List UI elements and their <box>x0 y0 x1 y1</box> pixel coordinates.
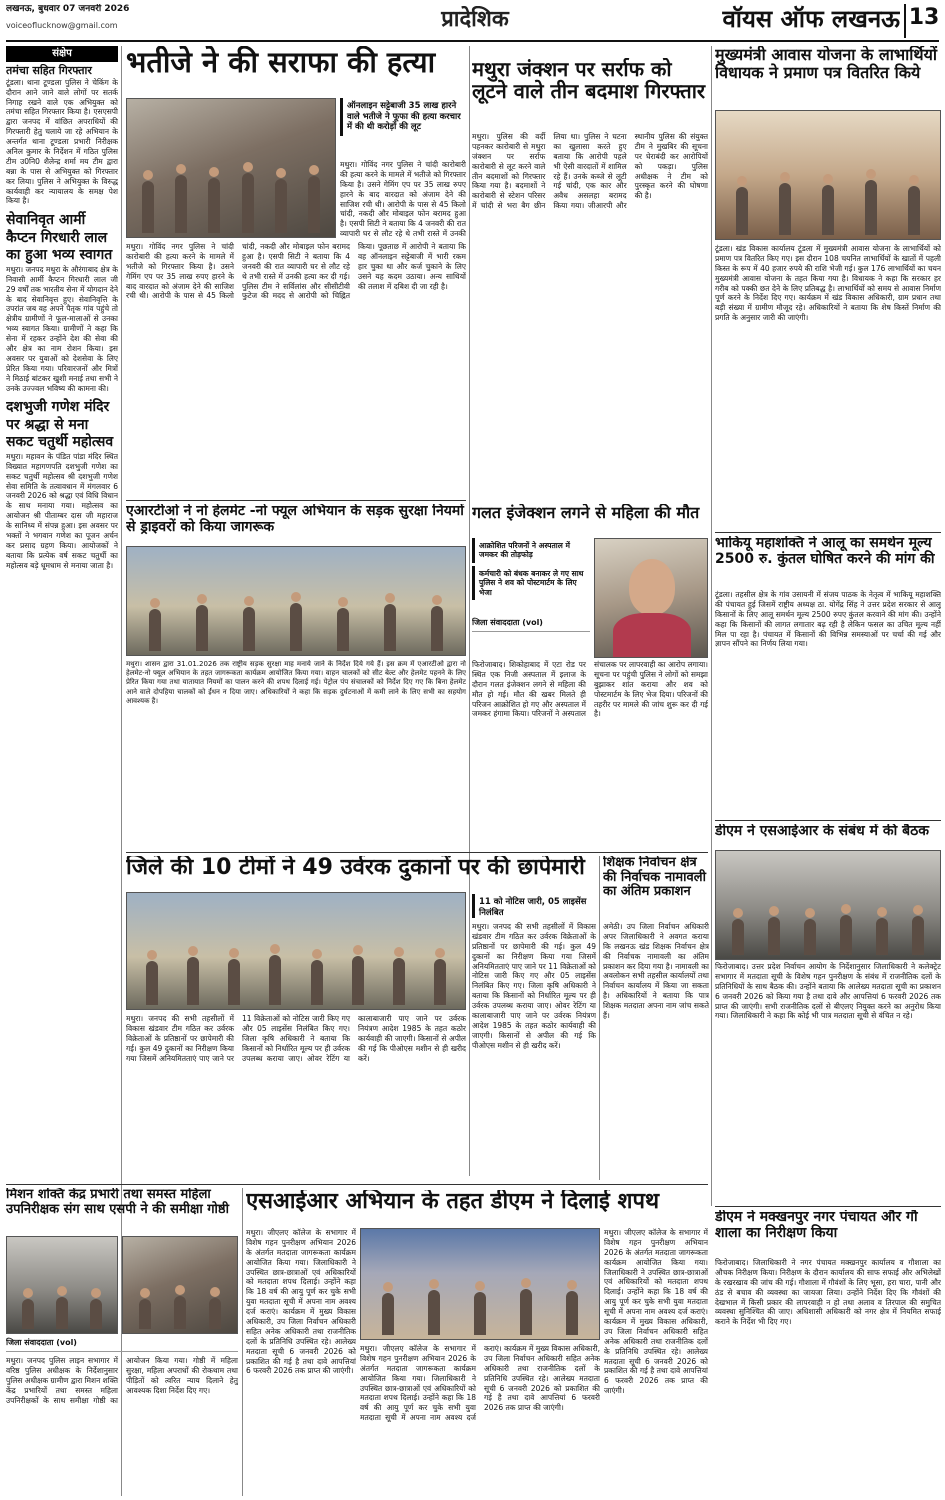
mission-photo-2 <box>122 1236 238 1334</box>
saraf-kicker: ऑनलाइन सट्टेबाजी 35 लाख हारने वाले भतीजे ने फूफा की हत्या करचार में की थी करोड़ों की लूट <box>340 98 466 136</box>
injection-headline-box <box>472 504 708 534</box>
saraf-body <box>126 242 466 498</box>
sir-photo <box>715 850 941 960</box>
brief-label: संक्षेप <box>6 46 118 62</box>
junction-body <box>472 132 708 498</box>
injection-headline: गलत इंजेक्शन लगने से महिला की मौत <box>472 504 700 522</box>
shapath-headline-box <box>246 1190 708 1224</box>
photo-people <box>365 1275 595 1336</box>
saraf-headline: भतीजे ने की सराफा की हत्या <box>126 46 436 79</box>
photo-people <box>131 592 461 651</box>
junction-headline-box <box>472 58 708 130</box>
injection-victim-photo <box>594 538 708 658</box>
column-divider <box>242 1188 243 1496</box>
saraf-headline-box <box>126 46 466 96</box>
photo-people <box>720 896 936 955</box>
awas-headline: मुख्यमंत्री आवास योजना के लाभार्थियों विधायक ने प्रमाण पत्र वितरित किये <box>715 46 938 82</box>
date-line: लखनऊ, बुधवार 07 जनवरी 2026 <box>6 4 130 14</box>
divider <box>126 852 708 853</box>
photo-people <box>127 1276 233 1329</box>
shapath-text: मथुरा। जीएलए कॉलेज के सभागार में विशेष गहन पुनरीक्षण अभियान 2026 के अंतर्गत मतदाता जागरूकता कार्यक्रम आयोजित किया गया। जिलाधिकारी ने उपस्थित छात्र-छात्राओं एवं अधिकारियों को मतदाता शपथ दिलाई। उन्होंने कहा कि 18 वर्ष की आयु पूर्ण कर चुके सभी युवा मतदाता सूची में अपना नाम अवश्य दर्ज कराएं। कार्यक्रम में मुख्य विकास अधिकारी, उप जिला निर्वाचन अधिकारी सहित अनेक अधिकारी तथा राजनीतिक दलों के प्रतिनिधि उपस्थित रहे। आलेख्य मतदाता सूची 6 जनवरी 2026 को प्रकाशित की गई है तथा दावे आपत्तियां 6 फरवरी 2026 तक प्राप्त की जाएंगी। <box>360 1344 600 1423</box>
brief-item <box>6 212 118 393</box>
shapath-text-left: मथुरा। जीएलए कॉलेज के सभागार में विशेष गहन पुनरीक्षण अभियान 2026 के अंतर्गत मतदाता जागरूकता कार्यक्रम आयोजित किया गया। जिलाधिकारी ने उपस्थित छात्र-छात्राओं एवं अधिकारियों को मतदाता शपथ दिलाई। उन्होंने कहा कि 18 वर्ष की आयु पूर्ण कर चुके सभी युवा मतदाता सूची में अपना नाम अवश्य दर्ज कराएं। कार्यक्रम में मुख्य विकास अधिकारी, उप जिला निर्वाचन अधिकारी सहित अनेक अधिकारी तथा राजनीतिक दलों के प्रतिनिधि उपस्थित रहे। आलेख्य मतदाता सूची 6 जनवरी 2026 को प्रकाशित की गई है तथा दावे आपत्तियां 6 फरवरी 2026 तक प्राप्त की जाएंगी। <box>246 1228 356 1376</box>
brand-name: वॉयस ऑफ लखनऊ <box>722 4 900 33</box>
shapath-body <box>360 1344 600 1496</box>
helmet-headline: एआरटीओ ने नो हेलमेट -नो फ्यूल अभियान के सड़क सुरक्षा नियमों से ड्राइवरों को किया जागरूक <box>126 504 464 535</box>
photo-people <box>11 1276 113 1329</box>
awas-body <box>715 244 941 530</box>
masthead-left <box>6 4 206 42</box>
helmet-body <box>126 660 466 850</box>
saraf-body-intro: मथुरा। गोविंद नगर पुलिस ने चांदी कारोबारी की हत्या करने के मामले में भतीजे को गिरफ्तार किया है। उसने गेमिंग एप पर 35 लाख रुपए हारने के बाद वारदात को अंजाम देने की साजिश रची थी। आरोपी के पास से 45 किलो चांदी, नकदी और मोबाइल फोन बरामद हुआ है। एसपी सिटी ने बताया कि 4 जनवरी की रात व्यापारी घर से लौट रहे थे तभी रास्ते में उनकी <box>340 160 466 239</box>
injection-text: फिरोजाबाद। शिकोहाबाद में एटा रोड पर स्थित एक निजी अस्पताल में इलाज के दौरान गलत इंजेक्शन लगने से महिला की मौत हो गई। मौत की खबर मिलते ही परिजन आक्रोशित हो गए और अस्पताल में जमकर हंगामा किया। परिजनों ने अस्पताल संचालक पर लापरवाही का आरोप लगाया। सूचना पर पहुंची पुलिस ने लोगों को समझा बुझाकर शांत कराया और शव को पोस्टमार्टम के लिए भेज दिया। परिजनों की तहरीर पर मामले की जांच शुरू कर दी गई है। <box>472 660 708 719</box>
sir-headline-box <box>715 824 941 848</box>
shapath-text-right: मथुरा। जीएलए कॉलेज के सभागार में विशेष गहन पुनरीक्षण अभियान 2026 के अंतर्गत मतदाता जागरूकता कार्यक्रम आयोजित किया गया। जिलाधिकारी ने उपस्थित छात्र-छात्राओं एवं अधिकारियों को मतदाता शपथ दिलाई। उन्होंने कहा कि 18 वर्ष की आयु पूर्ण कर चुके सभी युवा मतदाता सूची में अपना नाम अवश्य दर्ज कराएं। कार्यक्रम में मुख्य विकास अधिकारी, उप जिला निर्वाचन अधिकारी सहित अनेक अधिकारी तथा राजनीतिक दलों के प्रतिनिधि उपस्थित रहे। आलेख्य मतदाता सूची 6 जनवरी 2026 को प्रकाशित की गई है तथा दावे आपत्तियां 6 फरवरी 2026 तक प्राप्त की जाएंगी। <box>604 1228 708 1396</box>
shapath-headline: एसआईआर अभियान के तहत डीएम ने दिलाई शपथ <box>246 1190 660 1214</box>
brief-text: टूंडला। थाना टूण्डला पुलिस ने चेकिंग के दौरान आने जाने वाले लोगों पर सतर्क निगाह रखने वाले एक अभियुक्त को तमंचा सहित गिरफ्तार किया है। एसएसपी द्वारा जनपद में वांछित अपराधियों की गिरफ्तारी हेतु चलाये जा रहे अभियान के अन्तर्गत थाना टूण्डला प्रभारी निरीक्षक अनिल कुमार के निर्देशन में गठित पुलिस टीम उ0नि0 शैलेन्द्र शर्मा मय टीम द्वारा बन्ना के पास से अभियुक्त को गिरफ्तार कर लिया। पुलिस ने अभियुक्त के विरुद्ध कार्यवाही कर न्यायालय के समक्ष पेश किया है। <box>6 77 118 206</box>
portrait-body <box>613 613 691 658</box>
fertilizer-body-side <box>472 922 596 1180</box>
website: voiceoflucknow@gmail.com <box>6 21 118 31</box>
shikshak-headline-box <box>603 856 709 920</box>
mission-headline-box <box>6 1188 238 1234</box>
fertilizer-kicker: 11 को नोटिस जारी, 05 लाइसेंस निलंबित <box>472 894 596 918</box>
injection-byline: जिला संवाददाता (vol) <box>472 616 590 632</box>
makhanpur-body <box>715 1258 941 1496</box>
mission-headline: मिशन शक्ति केंद्र प्रभारी तथा समस्त महिला उपनिरीक्षक संग साथ एसपी ने की समीक्षा गोष्ठी <box>6 1188 229 1217</box>
mission-byline: जिला संवाददाता (vol) <box>6 1336 238 1352</box>
aloo-body <box>715 590 941 818</box>
junction-text: मथुरा। पुलिस की वर्दी पहनकर कारोबारी से मथुरा जंक्शन पर सर्राफ कारोबारी से लूट करने वाले तीन बदमाशों को गिरफ्तार किया गया है। बदमाशों ने कारोबारी से स्टेशन परिसर में चांदी से भरा बैग छीन लिया था। पुलिस ने घटना का खुलासा करते हुए बताया कि आरोपी पहले भी ऐसी वारदातों में शामिल रहे हैं। उनके कब्जे से लूटी गई चांदी, एक कार और अवैध असलहा बरामद किया गया। जीआरपी और स्थानीय पुलिस की संयुक्त टीम ने मुखबिर की सूचना पर घेराबंदी कर आरोपियों को पकड़ा। पुलिस अधीक्षक ने टीम को पुरस्कृत करने की घोषणा की है। <box>472 132 708 211</box>
divider <box>126 500 466 501</box>
section-title: प्रादेशिक <box>441 7 509 32</box>
shikshak-text: अमेठी। उप जिला निर्वाचन अधिकारी अपर जिलाधिकारी ने अवगत कराया कि लखनऊ खंड शिक्षक निर्वाचन क्षेत्र की निर्वाचक नामावली का अंतिम प्रकाशन कर दिया गया है। नामावली का अवलोकन सभी तहसील कार्यालयों तथा निर्वाचन कार्यालय में किया जा सकता है। अधिकारियों ने बताया कि पात्र शिक्षक मतदाता अपना नाम जांच सकते हैं। <box>603 922 709 1021</box>
photo-people <box>720 165 936 235</box>
helmet-photo <box>126 546 466 656</box>
fertilizer-kicker-box <box>472 894 596 918</box>
helmet-headline-box <box>126 504 466 544</box>
awas-text: टूंडला। खंड विकास कार्यालय टूंडला में मुख्यमंत्री आवास योजना के लाभार्थियों को प्रमाण पत्र वितरित किए गए। इस दौरान 108 चयनित लाभार्थियों के खातों में पहली किस्त के रूप में 40 हजार रुपये की राशि भेजी गई। कुल 176 लाभार्थियों का चयन मुख्यमंत्री आवास योजना के तहत किया गया है। विधायक ने कहा कि सरकार हर गरीब को पक्की छत देने के लिए प्रतिबद्ध है। लाभार्थियों को समय से आवास निर्माण पूर्ण करने के निर्देश दिए गए। कार्यक्रम में खंड विकास अधिकारी, ग्राम प्रधान तथा बड़ी संख्या में ग्रामीण मौजूद रहे। अधिकारियों ने बताया कि शेष किस्तें निर्माण की प्रगति के अनुसार जारी की जाएंगी। <box>715 244 941 323</box>
brief-item <box>6 399 118 570</box>
brief-title: तमंचा सहित गिरफ्तार <box>6 64 92 77</box>
divider <box>6 1184 708 1185</box>
fertilizer-headline: जिले की 10 टीमों ने 49 उर्वरक दुकानों पर की छापेमारी <box>126 856 585 880</box>
makhanpur-headline: डीएम ने मक्खनपुर नगर पंचायत और गौ शाला का निरीक्षण किया <box>715 1210 918 1241</box>
mission-photo <box>6 1236 118 1334</box>
photo-people <box>131 157 331 233</box>
header-rule <box>6 40 939 42</box>
shapath-body-right <box>604 1228 708 1496</box>
saraf-text: मथुरा। गोविंद नगर पुलिस ने चांदी कारोबारी की हत्या करने के मामले में भतीजे को गिरफ्तार किया है। उसने गेमिंग एप पर 35 लाख रुपए हारने के बाद वारदात को अंजाम देने की साजिश रची थी। आरोपी के पास से 45 किलो चांदी, नकदी और मोबाइल फोन बरामद हुआ है। एसपी सिटी ने बताया कि 4 जनवरी की रात व्यापारी घर से लौट रहे थे तभी रास्ते में उनकी हत्या कर दी गई। पुलिस टीम ने सर्विलांस और सीसीटीवी फुटेज की मदद से आरोपी को चिह्नित किया। पूछताछ में आरोपी ने बताया कि वह ऑनलाइन सट्टेबाजी में भारी रकम हार चुका था और कर्ज चुकाने के लिए उसने यह कदम उठाया। अन्य साथियों की तलाश में दबिश दी जा रही है। <box>126 242 466 301</box>
injection-bullet: आक्रोशित परिजनों ने अस्पताल में जमकर की तोड़फोड़ <box>472 538 590 563</box>
fertilizer-text-side: मथुरा। जनपद की सभी तहसीलों में विकास खंडवार टीम गठित कर उर्वरक विक्रेताओं के प्रतिष्ठानों पर छापेमारी की गई। कुल 49 दुकानों का निरीक्षण किया गया जिसमें अनियमितताएं पाए जाने पर 11 विक्रेताओं को नोटिस जारी किए गए और 05 लाइसेंस निलंबित किए गए। जिला कृषि अधिकारी ने बताया कि किसानों को निर्धारित मूल्य पर ही उर्वरक उपलब्ध कराया जाए। ओवर रेटिंग या कालाबाजारी पाए जाने पर उर्वरक नियंत्रण आदेश 1985 के तहत कठोर कार्यवाही की जाएगी। किसानों से अपील की गई कि पीओएस मशीन से ही खरीद करें। <box>472 922 596 1050</box>
column-divider <box>599 856 600 1180</box>
shapath-photo <box>360 1228 600 1340</box>
aloo-headline-box <box>715 536 941 588</box>
column-divider <box>469 46 470 1176</box>
fertilizer-photo <box>126 892 466 1010</box>
divider <box>715 532 941 533</box>
saraf-body-top <box>340 160 466 240</box>
aloo-headline: भाकियू महाशक्ति ने आलू का समर्थन मूल्य 2500 रु. कुंतल घोषित करने की मांग की <box>715 536 935 567</box>
brief-text: मथुरा। महावन के पंडित पांडा मंदिर स्थित विख्यात महागणपति दशभुजी गणेश का सकट चतुर्थी महोत्सव श्री दशभुजी गणेश सेवा समिति के तत्वावधान में मंगलवार 6 जनवरी 2026 को श्रद्धा एवं विधि विधान के साथ मनाया गया। महोत्सव का आयोजन श्री पीताम्बर दास जी महाराज के सानिध्य में संपन्न हुआ। इस अवसर पर भक्तों ने भगवान गणेश का पूजन अर्चन कर प्रसाद ग्रहण किया। आयोजकों ने बताया कि प्रत्येक वर्ष सकट चतुर्थी का महोत्सव बड़े धूमधाम से मनाया जाता है। <box>6 451 118 570</box>
shapath-body-left <box>246 1228 356 1496</box>
brief-item <box>6 64 118 206</box>
junction-headline: मथुरा जंक्शन पर सर्राफ को लूटने वाले तीन बदमाश गिरफ्तार <box>472 58 706 104</box>
brief-title: सेवानिवृत आर्मी कैप्टन गिरधारी लाल का हुआ भव्य स्वागत <box>6 212 113 264</box>
sir-headline: डीएम ने एसआईआर के संबंध में की बैठक <box>715 824 929 839</box>
shikshak-body <box>603 922 709 1180</box>
saraf-kicker-box <box>340 98 466 158</box>
portrait-face <box>629 559 675 615</box>
aloo-text: टूंडला। तहसील क्षेत्र के गांव उसायनी में संजय पाठक के नेतृत्व में भाकियू महाशक्ति की पंचायत हुई जिसमें राष्ट्रीय अध्यक्ष ठा. योगेंद्र सिंह ने उत्तर प्रदेश सरकार से आलू किसानों के लिए आलू समर्थन मूल्य 2500 रुपए कुंतल करवाने की मांग की। उन्होंने कहा कि किसानों की लागत लगातार बढ़ रही है लेकिन फसल का उचित मूल्य नहीं मिल पा रहा है। पंचायत में किसानों की विभिन्न समस्याओं पर चर्चा की गई और ज्ञापन सौंपने का निर्णय लिया गया। <box>715 590 941 649</box>
mission-body <box>6 1356 238 1496</box>
brief-title: दशभुजी गणेश मंदिर पर श्रद्धा से मना सकट चतुर्थी महोत्सव <box>6 399 114 451</box>
helmet-text: मथुरा। शासन द्वारा 31.01.2026 तक राष्ट्रीय सड़क सुरक्षा माह मनाये जाने के निर्देश दिये गये हैं। इस क्रम में एआरटीओ द्वारा नो हेलमेट-नो फ्यूल अभियान के तहत जागरूकता कार्यक्रम आयोजित किया गया। वाहन चालकों को सीट बेल्ट और हेलमेट पहनने के लिए प्रेरित किया गया तथा यातायात नियमों का पालन करने की शपथ दिलाई गई। पेट्रोल पंप संचालकों को निर्देश दिए गए कि बिना हेलमेट आने वाले दोपहिया चालकों को ईंधन न दिया जाए। अधिकारियों ने कहा कि सड़क दुर्घटनाओं में कमी लाने के लिए सभी का सहयोग आवश्यक है। <box>126 660 466 705</box>
awas-photo <box>715 110 941 240</box>
makhanpur-text: फिरोजाबाद। जिलाधिकारी ने नगर पंचायत मक्खनपुर कार्यालय व गौशाला का औचक निरीक्षण किया। निरीक्षण के दौरान कार्यालय की साफ सफाई और अभिलेखों के रखरखाव की जांच की गई। गौशाला में गौवंशों के लिए भूसा, हरा चारा, पानी और ठंड से बचाव की व्यवस्था का जायजा लिया। उन्होंने निर्देश दिए कि गौवंशों की देखभाल में किसी प्रकार की लापरवाही न हो तथा अलाव व तिरपाल की समुचित व्यवस्था सुनिश्चित की जाए। अधिशासी अधिकारी को नगर क्षेत्र में नियमित सफाई कराने के निर्देश भी दिए गए। <box>715 1258 941 1327</box>
fertilizer-headline-box <box>126 856 596 888</box>
awas-headline-box <box>715 46 941 108</box>
mission-text: मथुरा। जनपद पुलिस लाइन सभागार में वरिष्ठ पुलिस अधीक्षक के निर्देशानुसार पुलिस अधीक्षक ग्रामीण द्वारा मिशन शक्ति केंद्र प्रभारियों तथा समस्त महिला उपनिरीक्षकों के साथ समीक्षा गोष्ठी का आयोजन किया गया। गोष्ठी में महिला सुरक्षा, महिला अपराधों की रोकथाम तथा पीड़ितों को त्वरित न्याय दिलाने हेतु आवश्यक दिशा निर्देश दिए गए। <box>6 1356 238 1405</box>
sir-text: फिरोजाबाद। उत्तर प्रदेश निर्वाचन आयोग के निर्देशानुसार जिलाधिकारी ने कलेक्ट्रेट सभागार में मतदाता सूची के विशेष गहन पुनरीक्षण के संबंध में राजनीतिक दलों के प्रतिनिधियों के साथ बैठक की। उन्होंने बताया कि आलेख्य मतदाता सूची का प्रकाशन 6 जनवरी 2026 को किया गया है तथा दावे और आपत्तियां 6 फरवरी 2026 तक प्राप्त की जाएंगी। सभी राजनीतिक दलों से बीएलए नियुक्त करने का अनुरोध किया गया। जिलाधिकारी ने कहा कि कोई भी पात्र मतदाता सूची से वंचित न रहे। <box>715 962 941 1021</box>
divider <box>715 1206 941 1207</box>
page-number: 13 <box>904 4 942 38</box>
divider <box>715 820 941 821</box>
saraf-photo <box>126 98 336 238</box>
brief-text: मथुरा। जनपद मथुरा के औरंगाबाद क्षेत्र के निवासी आर्मी कैप्टन गिरधारी लाल जी 29 वर्षों तक भारतीय सेना में योगदान देने के बाद सेवानिवृत्त हुए। सेवानिवृत्ति के उपरांत जब वह अपने पैतृक गांव पहुंचे तो क्षेत्रीय ग्रामीणों ने फूल-मालाओं से उनका भव्य स्वागत किया। ग्रामीणों ने कहा कि सेना में रहकर उन्होंने देश की सेवा की और क्षेत्र का नाम रोशन किया। इस अवसर पर युवाओं को देशसेवा के लिए प्रेरित किया गया। परिवारजनों और मित्रों ने मिठाई बांटकर खुशी मनाई तथा सभी ने उनके उज्ज्वल भविष्य की कामना की। <box>6 264 118 393</box>
photo-people <box>131 941 461 1005</box>
injection-body <box>472 660 708 850</box>
fertilizer-body <box>126 1014 466 1180</box>
fertilizer-text: मथुरा। जनपद की सभी तहसीलों में विकास खंडवार टीम गठित कर उर्वरक विक्रेताओं के प्रतिष्ठानों पर छापेमारी की गई। कुल 49 दुकानों का निरीक्षण किया गया जिसमें अनियमितताएं पाए जाने पर 11 विक्रेताओं को नोटिस जारी किए गए और 05 लाइसेंस निलंबित किए गए। जिला कृषि अधिकारी ने बताया कि किसानों को निर्धारित मूल्य पर ही उर्वरक उपलब्ध कराया जाए। ओवर रेटिंग या कालाबाजारी पाए जाने पर उर्वरक नियंत्रण आदेश 1985 के तहत कठोर कार्यवाही की जाएगी। किसानों से अपील की गई कि पीओएस मशीन से ही खरीद करें। <box>126 1014 466 1063</box>
sir-body <box>715 962 941 1202</box>
column-divider <box>711 46 712 1206</box>
injection-bullets <box>472 538 590 614</box>
injection-bullet: कर्मचारी को बंधक बनाकर ले गए साथ पुलिस ने शव को पोस्टमार्टम के लिए भेजा <box>472 566 590 600</box>
shikshak-headline: शिक्षक निर्वाचन क्षेत्र की निर्वाचक नामावली का अंतिम प्रकाशन <box>603 856 706 900</box>
makhanpur-headline-box <box>715 1210 941 1256</box>
